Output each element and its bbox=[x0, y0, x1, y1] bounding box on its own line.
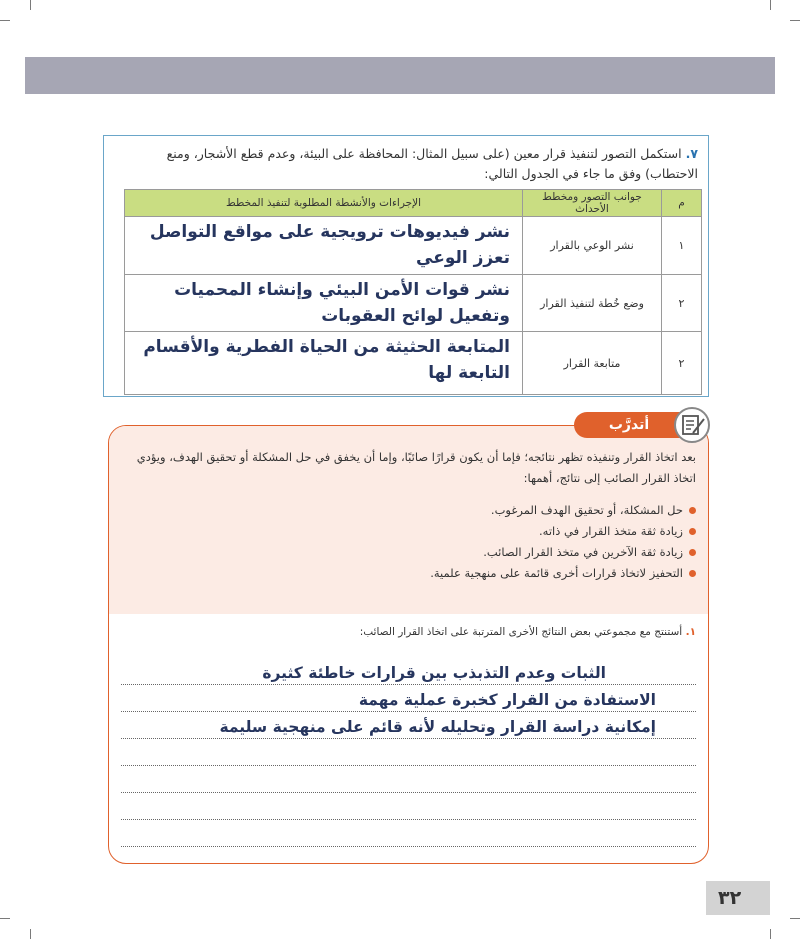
table-row bbox=[125, 332, 702, 395]
list-item: حل المشكلة، أو تحقيق الهدف المرغوب. bbox=[430, 500, 696, 521]
header-band bbox=[25, 57, 775, 94]
question-7-text: ٧. استكمل التصور لتنفيذ قرار معين (على سبيل المثال: المحافظة على البيئة، وعدم قطع الأشجار، ومنع الاحتطاب) وفق ما جاء في الجدول التالي: bbox=[166, 146, 698, 181]
crop-mark bbox=[790, 918, 800, 919]
row-aspect: متابعة القرار bbox=[523, 332, 662, 395]
crop-mark bbox=[770, 929, 771, 939]
row-action-answer: المتابعة الحثيثة من الحياة الفطرية والأقسام التابعة لها bbox=[143, 337, 510, 383]
question-1-prompt: ١. أستنتج مع مجموعتي بعض النتائج الأخرى المترتبة على اتخاذ القرار الصائب: bbox=[359, 626, 696, 638]
table-row bbox=[125, 217, 702, 275]
question-number: ١. bbox=[685, 626, 696, 638]
row-aspect: نشر الوعي بالقرار bbox=[523, 217, 662, 275]
list-item: زيادة ثقة الآخرين في متخذ القرار الصائب. bbox=[430, 542, 696, 563]
answer-line[interactable] bbox=[121, 793, 696, 820]
row-action-answer: نشر قوات الأمن البيئي وإنشاء المحميات وتفعيل لوائح العقوبات bbox=[174, 280, 510, 326]
crop-mark bbox=[790, 20, 800, 21]
train-bullets bbox=[430, 500, 696, 584]
answer-text: الاستفادة من القرار كخبرة عملية مهمة bbox=[358, 691, 656, 709]
bullet-dot-icon bbox=[689, 507, 696, 514]
crop-mark bbox=[770, 0, 771, 10]
answer-text: الثبات وعدم التذبذب بين قرارات خاطئة كثيرة bbox=[262, 664, 606, 682]
crop-mark bbox=[0, 918, 10, 919]
question-number: ٧. bbox=[685, 146, 698, 161]
question-7-frame bbox=[103, 135, 709, 397]
train-info-panel bbox=[109, 426, 708, 614]
crop-mark bbox=[30, 929, 31, 939]
answer-line[interactable] bbox=[121, 820, 696, 847]
list-item: زيادة ثقة متخذ القرار في ذاته. bbox=[430, 521, 696, 542]
train-section bbox=[108, 425, 709, 864]
row-number: ١ bbox=[662, 217, 702, 275]
answer-line[interactable] bbox=[121, 658, 696, 685]
row-action-cell[interactable] bbox=[125, 332, 523, 395]
answer-text: إمكانية دراسة القرار وتحليله لأنه قائم على منهجية سليمة bbox=[219, 718, 656, 736]
header-aspect: جوانب التصور ومخطط الأحداث bbox=[523, 190, 662, 217]
header-actions: الإجراءات والأنشطة المطلوبة لتنفيذ المخطط bbox=[125, 190, 523, 217]
bullet-dot-icon bbox=[689, 528, 696, 535]
answer-line[interactable] bbox=[121, 739, 696, 766]
page-number: ٣٢ bbox=[706, 881, 770, 915]
edit-note-icon-svg bbox=[676, 409, 708, 441]
row-aspect: وضع خُطة لتنفيذ القرار bbox=[523, 275, 662, 332]
train-tab-label: أتدرَّب bbox=[574, 412, 684, 438]
header-num: م bbox=[662, 190, 702, 217]
row-action-cell[interactable] bbox=[125, 217, 523, 275]
row-number: ٢ bbox=[662, 332, 702, 395]
row-number: ٢ bbox=[662, 275, 702, 332]
answer-line[interactable] bbox=[121, 712, 696, 739]
edit-note-icon bbox=[674, 407, 710, 443]
answer-line[interactable] bbox=[121, 766, 696, 793]
row-action-answer: نشر فيديوهات ترويجية على مواقع التواصل تعزز الوعي bbox=[149, 222, 510, 268]
list-item: التحفيز لاتخاذ قرارات أخرى قائمة على منهجية علمية. bbox=[430, 563, 696, 584]
crop-mark bbox=[30, 0, 31, 10]
bullet-dot-icon bbox=[689, 549, 696, 556]
row-action-cell[interactable] bbox=[125, 275, 523, 332]
train-intro-text: بعد اتخاذ القرار وتنفيذه تظهر نتائجه؛ فإما أن يكون قرارًا صائبًا، وإما أن يخفق في حل المشكلة أو تحقيق الهدف، ويؤدي اتخاذ القرار الصائب إلى نتائج، أهمها: bbox=[136, 450, 696, 485]
table-header-row bbox=[125, 190, 702, 217]
table-row bbox=[125, 275, 702, 332]
bullet-dot-icon bbox=[689, 570, 696, 577]
answer-lines bbox=[121, 658, 696, 847]
answer-line[interactable] bbox=[121, 685, 696, 712]
plan-table bbox=[124, 189, 702, 395]
crop-mark bbox=[0, 20, 10, 21]
